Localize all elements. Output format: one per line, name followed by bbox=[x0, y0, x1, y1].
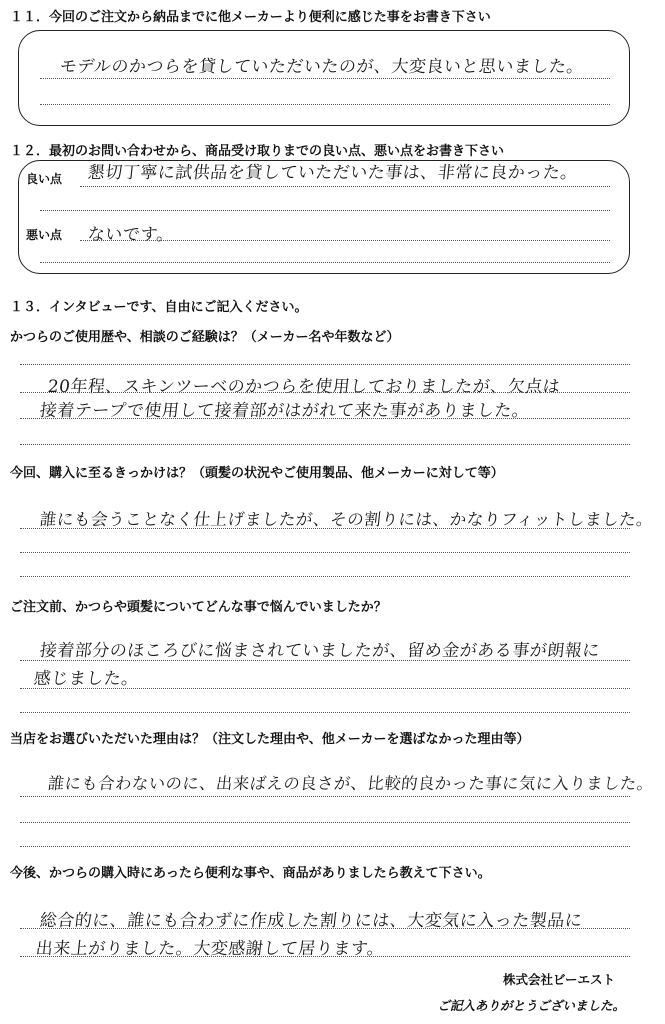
q12-rule-1 bbox=[80, 186, 610, 187]
answer-rule bbox=[20, 576, 630, 577]
q12-good-answer: 懇切丁寧に試供品を貸していただいた事は、非常に良かった。 bbox=[86, 163, 579, 183]
answer-rule bbox=[20, 364, 630, 365]
answer-rule bbox=[20, 956, 630, 957]
q13-item-question: かつらのご使用歴や、相談のご経験は？（メーカー名や年数など） bbox=[10, 330, 400, 345]
thanks-message: ご記入ありがとうございました。 bbox=[437, 998, 625, 1013]
q11-rule-1 bbox=[40, 78, 610, 79]
answer-rule bbox=[20, 796, 630, 797]
q13-item-question: ご注文前、かつらや頭髪についてどんな事で悩んでいましたか？ bbox=[10, 600, 387, 615]
q12-bad-label: 悪い点 bbox=[26, 228, 63, 242]
answer-rule bbox=[20, 660, 630, 661]
q11-answer: モデルのかつらを貸していただいたのが、大変良いと思いました。 bbox=[58, 57, 585, 77]
company-name: 株式会社ビーエスト bbox=[502, 972, 615, 987]
answer-rule bbox=[20, 552, 630, 553]
q12-good-label: 良い点 bbox=[26, 172, 63, 186]
answer-rule bbox=[20, 712, 630, 713]
q13-item-answer-line: 接着部分のほころびに悩まされていましたが、留め金がある事が朗報に bbox=[38, 641, 601, 661]
q13-item-answer-line: 接着テープで使用して接着部がはがれて来た事がありました。 bbox=[38, 401, 531, 421]
q12-rule-4 bbox=[40, 262, 610, 263]
q13-item-answer-line: 総合的に、誰にも合わずに作成した割りには、大変気に入った製品に bbox=[38, 911, 584, 931]
q13-item-answer-line: 20年程、スキンツーベのかつらを使用しておりましたが、欠点は bbox=[46, 377, 562, 397]
q13-item-answer-line: 誰にも合わないのに、出来ばえの良さが、比較的良かった事に気に入りました。 bbox=[46, 774, 655, 793]
answer-rule bbox=[20, 822, 630, 823]
q13-title: １３．インタビューです、自由にご記入ください。 bbox=[10, 300, 308, 315]
answer-rule bbox=[20, 392, 630, 393]
answer-rule bbox=[20, 928, 630, 929]
q11-rule-2 bbox=[40, 104, 610, 105]
q12-rule-3 bbox=[80, 240, 610, 241]
answer-rule bbox=[20, 418, 630, 419]
answer-rule bbox=[20, 444, 630, 445]
answer-rule bbox=[20, 528, 630, 529]
q13-item-answer-line: 誰にも会うことなく仕上げましたが、その割りには、かなりフィットしました。 bbox=[38, 510, 655, 529]
q11-title: １１．今回のご注文から納品までに他メーカーより便利に感じた事をお書き下さい bbox=[10, 10, 491, 25]
answer-rule bbox=[20, 688, 630, 689]
q13-item-answer-line: 感じました。 bbox=[32, 669, 140, 689]
q13-item-question: 今後、かつらの購入時にあったら便利な事や、商品がありましたら教えて下さい。 bbox=[10, 866, 491, 881]
q13-item-answer-line: 出来上がりました。大変感謝して居ります。 bbox=[34, 939, 386, 959]
q12-rule-2 bbox=[40, 210, 610, 211]
q13-item-question: 当店をお選びいただいた理由は？（注文した理由や、他メーカーを選ばなかった理由等） bbox=[10, 732, 530, 747]
q13-item-question: 今回、購入に至るきっかけは？（頭髪の状況やご使用製品、他メーカーに対して等） bbox=[10, 466, 504, 481]
answer-rule bbox=[20, 846, 630, 847]
q12-bad-answer: ないです。 bbox=[86, 225, 175, 245]
q12-title: １２．最初のお問い合わせから、商品受け取りまでの良い点、悪い点をお書き下さい bbox=[10, 144, 505, 159]
